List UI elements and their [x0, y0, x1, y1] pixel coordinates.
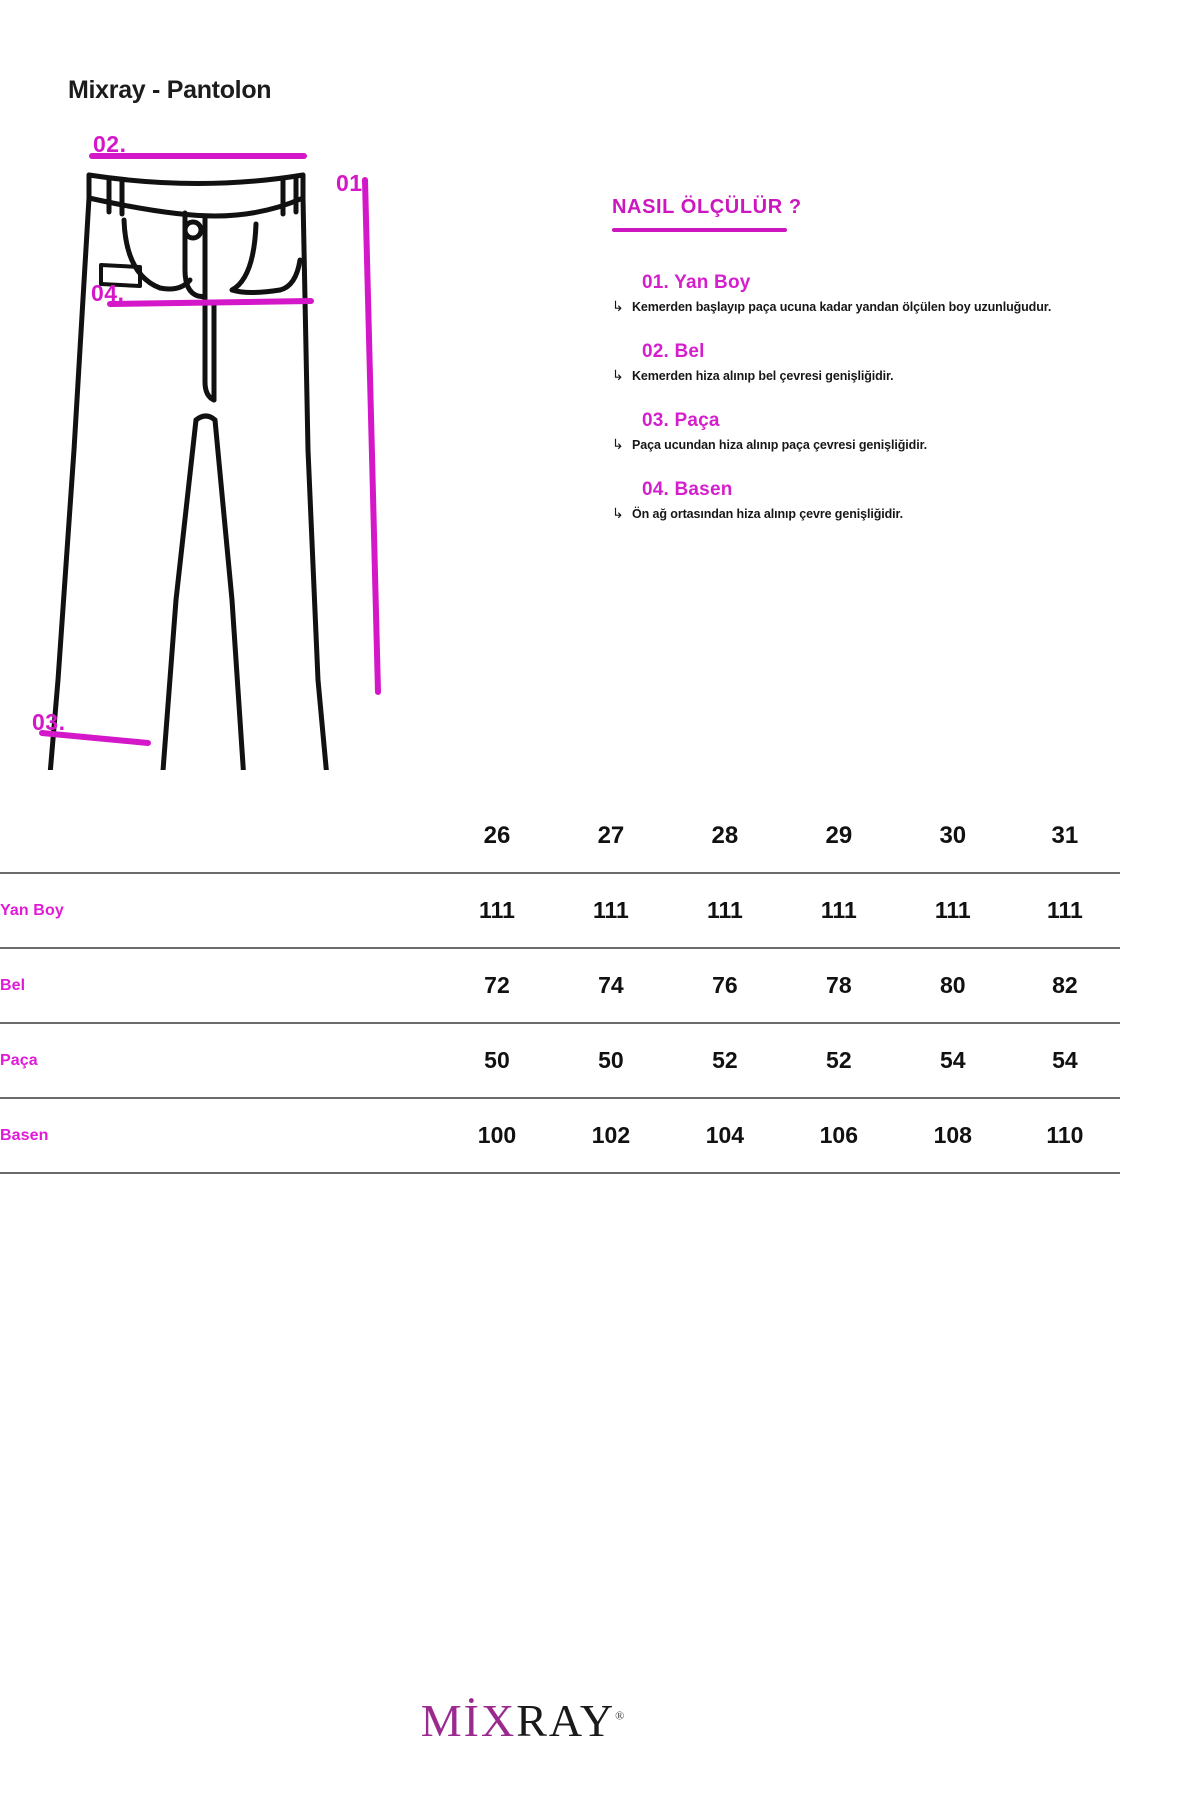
page-title: Mixray - Pantolon	[68, 76, 272, 104]
table-row	[0, 873, 1120, 948]
measure-item-description-row	[612, 436, 1132, 453]
table-cell: 104	[705, 1122, 745, 1148]
arrow-icon: ↳	[612, 505, 624, 521]
table-cell: 110	[1046, 1122, 1084, 1148]
size-column-header: 30	[939, 822, 967, 849]
size-table	[0, 800, 1120, 1174]
table-cell: 106	[819, 1122, 859, 1148]
size-table-header-row	[0, 800, 1120, 873]
arrow-icon: ↳	[612, 436, 624, 452]
brand-logo-ray: RAY	[516, 1695, 616, 1746]
table-cell: 50	[598, 1047, 624, 1073]
measure-item-description-row	[612, 367, 1132, 384]
registered-trademark-icon: ®	[615, 1708, 625, 1723]
arrow-icon: ↳	[612, 298, 624, 314]
measure-item-description: Kemerden hiza alınıp bel çevresi genişliğidir.	[632, 369, 894, 383]
size-column-header: 27	[597, 822, 625, 849]
measure-item-heading: 04. Basen	[642, 479, 733, 500]
table-cell: 80	[939, 972, 966, 998]
table-cell: 78	[826, 972, 852, 998]
table-cell: 54	[1052, 1047, 1078, 1073]
pants-illustration	[0, 120, 480, 770]
measure-line-hip	[110, 301, 311, 304]
measure-item-description-row	[612, 505, 1132, 522]
measure-item-heading: 01. Yan Boy	[642, 272, 751, 293]
arrow-icon: ↳	[612, 367, 624, 383]
table-row	[0, 948, 1120, 1023]
title-underline	[612, 228, 787, 232]
diagram-label-waist: 02.	[93, 131, 127, 157]
how-to-measure-list	[612, 272, 1132, 522]
row-label: Basen	[0, 1126, 49, 1144]
brand-logo-mix: MİX	[420, 1695, 517, 1746]
diagram-label-side-length: 01.	[336, 170, 370, 196]
table-cell: 111	[934, 897, 971, 923]
table-cell: 108	[933, 1122, 972, 1148]
measurement-lines	[42, 156, 378, 743]
measure-item-description: Ön ağ ortasından hiza alınıp çevre genişliğidir.	[632, 507, 903, 521]
table-cell: 111	[706, 897, 743, 923]
pants-diagram	[0, 120, 480, 770]
measure-item-paca	[612, 410, 1132, 453]
row-label: Yan Boy	[0, 901, 64, 919]
measure-item-description: Paça ucundan hiza alınıp paça çevresi genişliğidir.	[632, 438, 928, 452]
measure-item-heading: 03. Paça	[642, 410, 720, 431]
row-label: Paça	[0, 1051, 38, 1069]
measure-item-basen	[612, 479, 1132, 522]
measure-line-side-length	[365, 180, 378, 692]
brand-logo	[0, 1694, 1045, 1747]
table-cell: 111	[593, 897, 629, 923]
table-cell: 82	[1052, 972, 1078, 998]
table-cell: 50	[484, 1047, 510, 1073]
table-cell: 72	[484, 972, 510, 998]
table-cell: 102	[591, 1122, 631, 1148]
table-cell: 111	[479, 897, 515, 923]
table-row	[0, 1023, 1120, 1098]
table-cell: 74	[598, 972, 624, 998]
how-to-measure-title: NASIL ÖLÇÜLÜR ?	[612, 196, 802, 218]
size-table-head	[0, 800, 1120, 873]
size-table-body	[0, 873, 1120, 1173]
table-cell: 111	[820, 897, 857, 923]
diagram-label-hip: 04.	[91, 280, 125, 306]
size-column-header: 29	[825, 822, 853, 849]
header-spacer	[0, 800, 440, 873]
table-cell: 111	[1046, 897, 1083, 923]
measure-item-bel	[612, 341, 1132, 384]
diagram-label-hem: 03.	[32, 709, 66, 735]
table-cell: 76	[712, 972, 738, 998]
row-label: Bel	[0, 976, 26, 994]
size-column-header: 31	[1051, 822, 1079, 849]
size-column-header: 26	[483, 822, 511, 849]
measure-item-description: Kemerden başlayıp paça ucuna kadar yandan ölçülen boy uzunluğudur.	[632, 300, 1052, 314]
size-column-header: 28	[711, 822, 739, 849]
table-cell: 54	[939, 1047, 966, 1073]
measure-item-heading: 02. Bel	[642, 341, 705, 362]
table-cell: 100	[477, 1122, 517, 1148]
measure-item-description-row	[612, 298, 1132, 315]
table-row	[0, 1098, 1120, 1173]
table-cell: 52	[712, 1047, 738, 1073]
table-cell: 52	[826, 1047, 852, 1073]
how-to-measure-panel	[612, 196, 1132, 522]
measure-item-yan-boy	[612, 272, 1132, 315]
